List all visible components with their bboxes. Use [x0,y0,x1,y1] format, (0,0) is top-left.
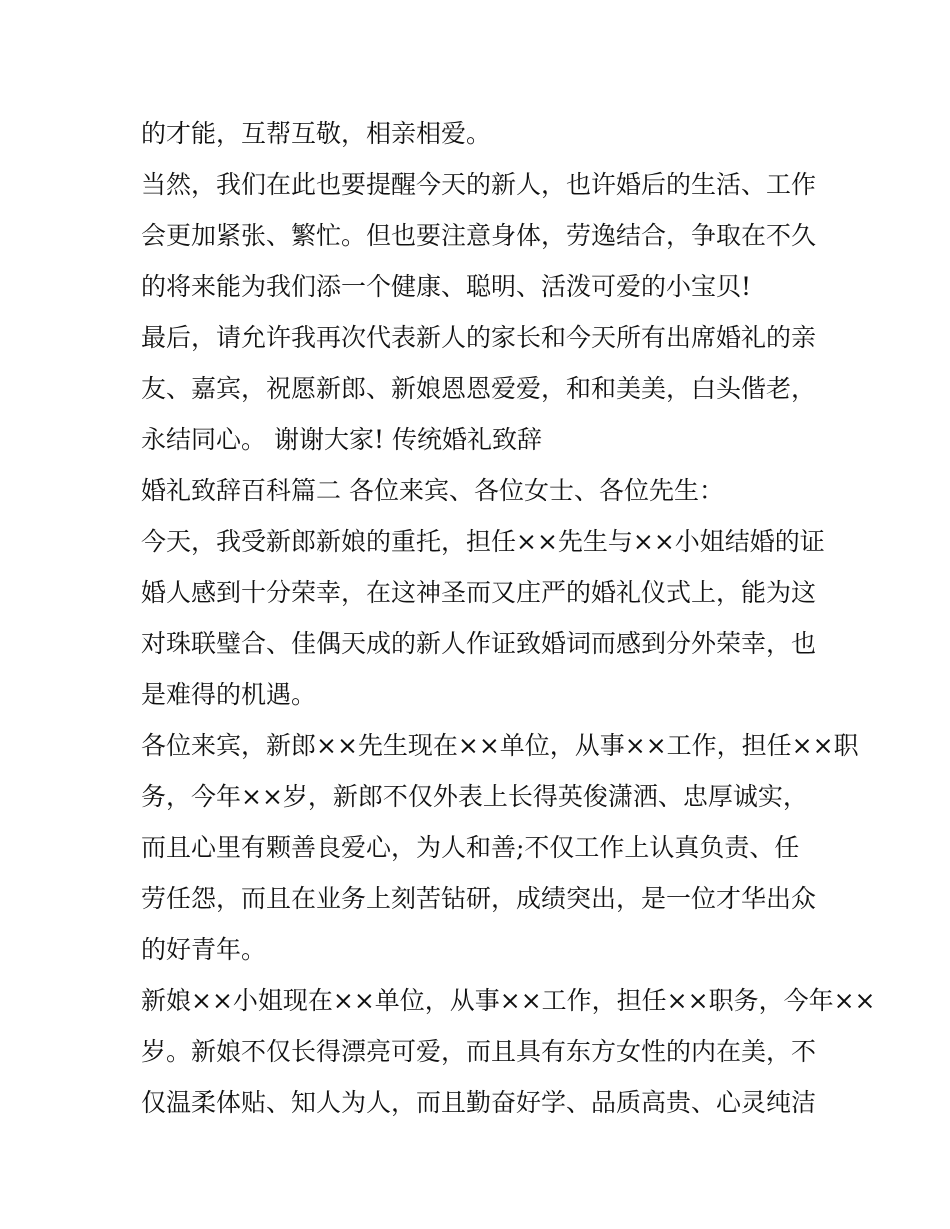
text-line: 会更加紧张、繁忙。但也要注意身体，劳逸结合，争取在不久 [141,221,817,250]
text-line: 是难得的机遇。 [141,680,317,709]
text-line: 永结同心。 谢谢大家! 传统婚礼致辞 [141,425,542,454]
text-line: 务，今年××岁，新郎不仅外表上长得英俊潇洒、忠厚诚实， [141,782,808,811]
text-line: 的好青年。 [141,935,267,964]
text-line: 劳任怨，而且在业务上刻苦钻研，成绩突出，是一位才华出众 [141,884,817,913]
text-line: 友、嘉宾，祝愿新郎、新娘恩恩爱爱，和和美美，白头偕老， [141,374,817,403]
text-line: 对珠联璧合、佳偶天成的新人作证致婚词而感到分外荣幸，也 [141,629,817,658]
text-line: 新娘××小姐现在××单位，从事××工作，担任××职务，今年×× [141,986,876,1015]
text-line: 的将来能为我们添一个健康、聪明、活泼可爱的小宝贝! [141,272,752,301]
section-heading: 婚礼致辞百科篇二 各位来宾、各位女士、各位先生： [141,476,724,505]
text-line: 岁。新娘不仅长得漂亮可爱，而且具有东方女性的内在美，不 [141,1037,817,1066]
text-line: 最后，请允许我再次代表新人的家长和今天所有出席婚礼的亲 [141,323,817,352]
document-text [141,108,876,1128]
text-line: 的才能，互帮互敬，相亲相爱。 [141,119,492,148]
text-line: 婚人感到十分荣幸，在这神圣而又庄严的婚礼仪式上，能为这 [141,578,817,607]
text-line: 今天，我受新郎新娘的重托，担任××先生与××小姐结婚的证 [141,527,825,556]
text-line: 各位来宾，新郎××先生现在××单位，从事××工作，担任××职 [141,731,859,760]
text-line: 仅温柔体贴、知人为人，而且勤奋好学、品质高贵、心灵纯洁 [141,1088,817,1117]
text-line: 而且心里有颗善良爱心，为人和善;不仅工作上认真负责、任 [141,833,800,862]
text-line: 当然，我们在此也要提醒今天的新人，也许婚后的生活、工作 [141,170,817,199]
